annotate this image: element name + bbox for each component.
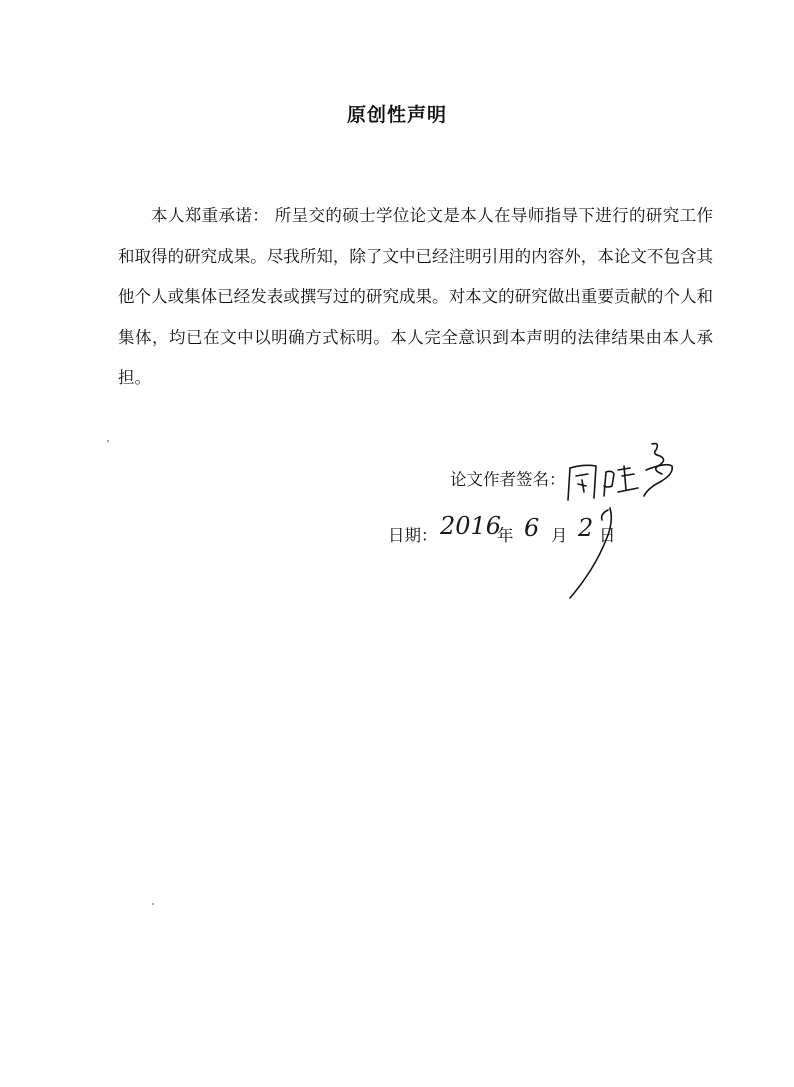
date-month-unit: 月 <box>551 526 568 545</box>
declaration-body: 本人郑重承诺： 所呈交的硕士学位论文是本人在导师指导下进行的研究工作和取得的研究成果。尽我所知，除了文中已经注明引用的内容外，本论文不包含其他个人或集体已经发表或撰写过的研究成果。对本文的研究做出重要贡献的个人和集体，均已在文中以明确方式标明。本人完全意识到本声明的法律结果由本人承担。 <box>118 206 713 387</box>
date-year: 2016 <box>440 512 502 540</box>
scan-speck <box>107 440 109 442</box>
date-day-unit: 日 <box>599 526 616 545</box>
signature-label: 论文作者签名： <box>450 470 566 489</box>
scan-speck <box>152 903 154 905</box>
date-month: 6 <box>524 514 540 542</box>
date-year-unit: 年 <box>497 526 514 545</box>
page-title: 原创性声明 <box>346 104 447 126</box>
handwritten-signature <box>548 430 688 610</box>
date-label: 日期： <box>388 526 438 545</box>
date-day: 2 <box>578 514 594 542</box>
